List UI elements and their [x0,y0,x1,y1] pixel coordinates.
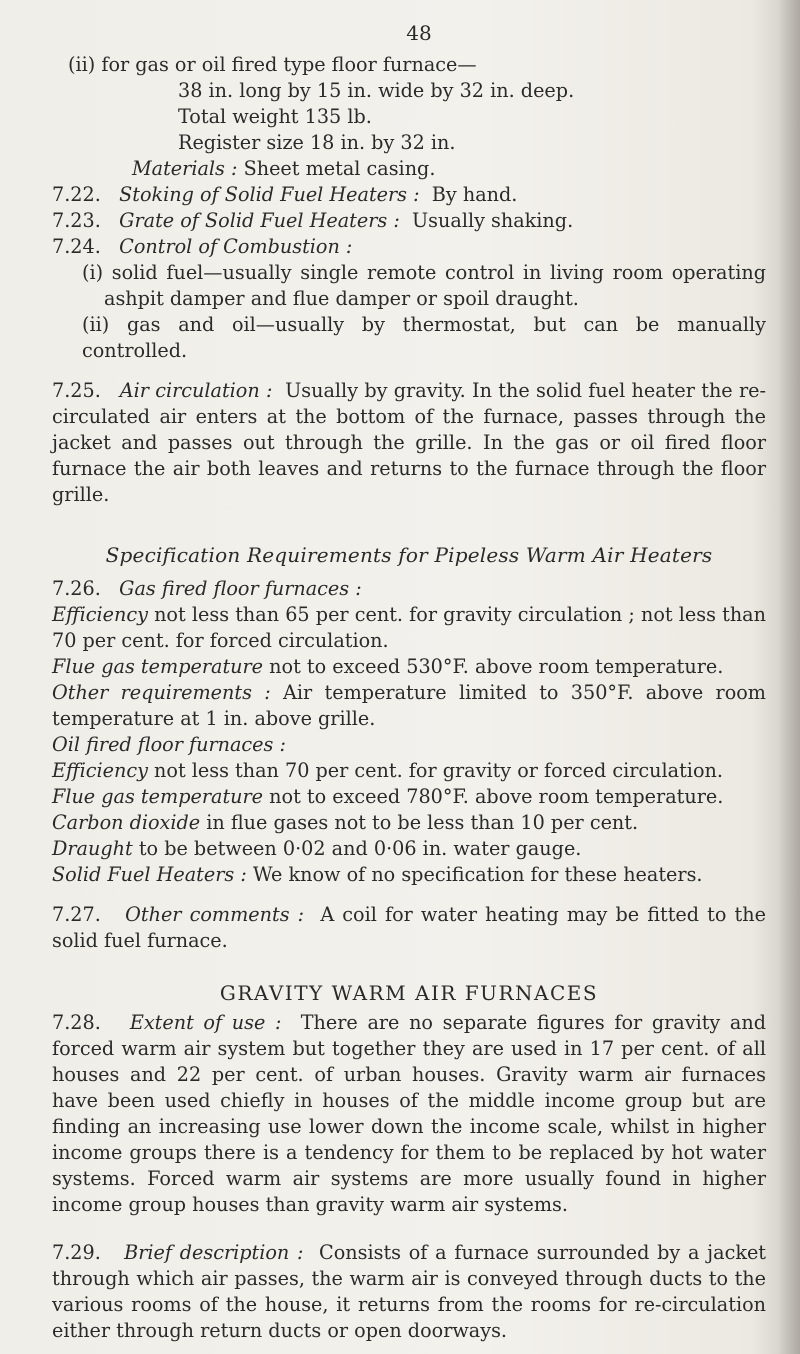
section-7-28: 7.28. Extent of use : There are no separate figures for gravity and forced warm air system but together they are used in 17 per cent. of all houses and 22 per cent. of urban houses. Gravity warm air furnaces have been used chiefly in houses of the middle income group but are finding an increasing use lower down the income scale, whilst in higher income groups there is a tendency for them to be replaced by hot water systems. Forced warm air systems are more usually found in higher income group houses than gravity warm air systems. [52,1011,766,1216]
gas-flue-temperature: Flue gas temperature not to exceed 530°F. above room temperature. [52,655,724,678]
item-ii-dimensions: 38 in. long by 15 in. wide by 32 in. deep. [178,79,575,102]
section-7-29: 7.29. Brief description : Consists of a furnace surrounded by a jacket through which air passes, the warm air is conveyed through ducts to the various rooms of the house, it returns from the rooms for re-circulation either through return ducts or open doorways. [52,1241,767,1342]
gravity-furnaces-heading: GRAVITY WARM AIR FURNACES [219,981,599,1005]
specification-heading: Specification Requirements for Pipeless Warm Air Heaters [105,543,713,567]
oil-flue-temperature: Flue gas temperature not to exceed 780°F. above room temperature. [52,785,724,808]
section-7-23: 7.23. Grate of Solid Fuel Heaters : Usually shaking. [52,209,574,232]
gas-other-requirements: Other requirements : Air temperature limited to 350°F. above room temperature at 1 in. above grille. [52,681,766,730]
oil-heading: Oil fired floor furnaces : [52,733,286,756]
page-text [52,20,766,1344]
solid-fuel-heaters: Solid Fuel Heaters : We know of no specification for these heaters. [52,863,703,886]
item-ii-weight: Total weight 135 lb. [178,105,372,128]
oil-efficiency: Efficiency not less than 70 per cent. for gravity or forced circulation. [52,759,723,782]
page-number: 48 [406,21,432,45]
section-7-24: 7.24. Control of Combustion : [52,235,353,258]
item-ii-materials: Materials : Sheet metal casing. [132,157,436,180]
oil-carbon-dioxide: Carbon dioxide in flue gases not to be less than 10 per cent. [52,811,639,834]
page-edge-shadow [778,0,800,1354]
gas-efficiency: Efficiency not less than 65 per cent. for gravity circulation ; not less than 70 per cent. for forced circulation. [52,603,766,652]
section-7-22: 7.22. Stoking of Solid Fuel Heaters : By hand. [52,183,518,206]
oil-draught: Draught to be between 0·02 and 0·06 in. water gauge. [52,837,582,860]
section-7-26: 7.26. Gas fired floor furnaces : [52,577,362,600]
item-ii-register: Register size 18 in. by 32 in. [178,131,456,154]
section-7-25: 7.25. Air circulation : Usually by gravity. In the solid fuel heater the re-circulated air enters at the bottom of the furnace, passes through the jacket and passes out through the grille. In the gas or oil fired floor furnace the air both leaves and returns to the furnace through the floor grille. [52,379,766,506]
item-ii-heading: (ii) for gas or oil fired type floor furnace— [68,53,477,76]
section-7-24-i: (i) solid fuel—usually single remote control in living room operating ashpit damper and flue damper or spoil draught. [82,261,766,310]
section-7-27: 7.27. Other comments : A coil for water heating may be fitted to the solid fuel furnace. [52,903,766,952]
section-7-24-ii: (ii) gas and oil—usually by thermostat, but can be manually controlled. [82,313,766,362]
